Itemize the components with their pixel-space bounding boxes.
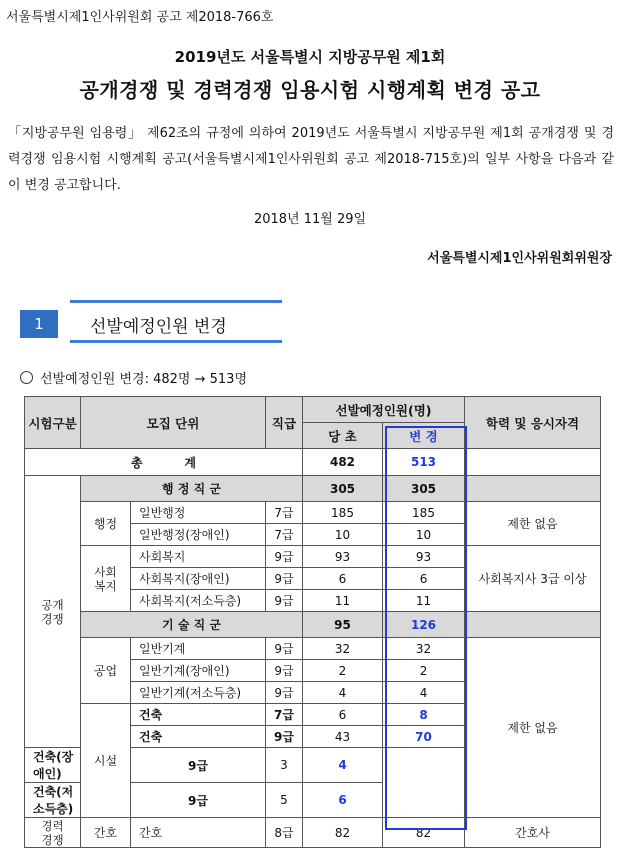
intro-paragraph: 「지방공무원 임용령」 제62조의 규정에 의하여 2019년도 서울특별시 지방공무원 제1회 공개경쟁 및 경력경쟁 임용시험 시행계획 공고(서울특별시제1인사위원회 공고 제2018-715호)의 일부 사항을 다음과 같이 변경 공고합니다. — [8, 126, 614, 193]
qual-welfare: 사회복지사 3급 이상 — [465, 546, 601, 612]
after-count: 10 — [383, 524, 465, 546]
before-count: 4 — [303, 682, 383, 704]
before-count: 5 — [266, 783, 303, 818]
after-count: 82 — [383, 818, 465, 848]
summary-line — [20, 368, 247, 387]
qual-nursing: 간호사 — [465, 818, 601, 848]
notice-date: 2018년 11월 29일 — [253, 212, 367, 227]
after-count: 185 — [383, 502, 465, 524]
summary-text: 선발예정인원 변경: 482명 → 513명 — [40, 372, 248, 387]
header-after: 변 경 — [383, 423, 465, 449]
total-qual — [465, 449, 601, 476]
before-count: 93 — [303, 546, 383, 568]
header-qualification: 학력 및 응시자격 — [465, 397, 601, 449]
unit-name: 건축(장애인) — [25, 748, 81, 783]
before-count: 43 — [303, 726, 383, 748]
grade: 7급 — [266, 524, 303, 546]
tech-group-qual — [465, 612, 601, 638]
unit-name: 사회복지 — [131, 546, 266, 568]
admin-group-label: 행 정 직 군 — [81, 476, 303, 502]
title-line-1: 2019년도 서울특별시 지방공무원 제1회 — [174, 48, 446, 66]
admin-group-before: 305 — [303, 476, 383, 502]
header-before: 당 초 — [303, 423, 383, 449]
section-title: 선발예정인원 변경 — [90, 317, 227, 337]
category-welfare: 사회 복지 — [81, 546, 131, 612]
unit-name: 사회복지(저소득층) — [131, 590, 266, 612]
before-count: 11 — [303, 590, 383, 612]
total-label: 총 계 — [25, 449, 303, 476]
notice-number: 서울특별시제1인사위원회 공고 제2018-766호 — [6, 10, 274, 25]
unit-name: 건축(저소득층) — [25, 783, 81, 818]
section-number: 1 — [20, 310, 58, 338]
unit-name: 건축 — [131, 726, 266, 748]
unit-name: 일반기계(저소득층) — [131, 682, 266, 704]
section-rule-bottom — [70, 340, 282, 343]
after-count: 4 — [303, 748, 383, 783]
unit-name: 건축 — [131, 704, 266, 726]
after-count: 93 — [383, 546, 465, 568]
tech-group-before: 95 — [303, 612, 383, 638]
before-count: 185 — [303, 502, 383, 524]
title-line-2: 공개경쟁 및 경력경쟁 임용시험 시행계획 변경 공고 — [79, 78, 541, 102]
category-facility: 시설 — [81, 704, 131, 818]
grade: 8급 — [266, 818, 303, 848]
grade: 9급 — [266, 660, 303, 682]
header-unit: 모집 단위 — [81, 397, 266, 449]
grade: 9급 — [266, 682, 303, 704]
after-count: 2 — [383, 660, 465, 682]
qual-tech: 제한 없음 — [465, 638, 601, 818]
circle-bullet-icon — [20, 371, 33, 384]
header-planned: 선발예정인원(명) — [303, 397, 465, 423]
after-count: 8 — [383, 704, 465, 726]
after-count: 4 — [383, 682, 465, 704]
admin-group-qual — [465, 476, 601, 502]
grade: 9급 — [266, 546, 303, 568]
grade: 9급 — [266, 726, 303, 748]
unit-name: 사회복지(장애인) — [131, 568, 266, 590]
after-count: 6 — [383, 568, 465, 590]
unit-name: 일반행정(장애인) — [131, 524, 266, 546]
after-count: 70 — [383, 726, 465, 748]
category-nursing: 간호 — [81, 818, 131, 848]
before-count: 82 — [303, 818, 383, 848]
before-count: 6 — [303, 568, 383, 590]
career-competition-label: 경력 경쟁 — [25, 818, 81, 848]
quota-table — [24, 396, 601, 848]
category-engineering: 공업 — [81, 638, 131, 704]
unit-name: 일반기계 — [131, 638, 266, 660]
header-exam-type: 시험구분 — [25, 397, 81, 449]
grade: 7급 — [266, 704, 303, 726]
grade: 9급 — [266, 638, 303, 660]
after-count: 11 — [383, 590, 465, 612]
header-grade: 직급 — [266, 397, 303, 449]
unit-name: 일반행정 — [131, 502, 266, 524]
issuer: 서울특별시제1인사위원회위원장 — [427, 251, 612, 266]
qual-admin: 제한 없음 — [465, 502, 601, 546]
section-rule-top — [70, 300, 282, 303]
tech-group-after: 126 — [383, 612, 465, 638]
grade: 9급 — [266, 568, 303, 590]
tech-group-label: 기 술 직 군 — [81, 612, 303, 638]
after-count: 6 — [303, 783, 383, 818]
unit-name: 간호 — [131, 818, 266, 848]
admin-group-after: 305 — [383, 476, 465, 502]
before-count: 3 — [266, 748, 303, 783]
before-count: 32 — [303, 638, 383, 660]
grade: 9급 — [266, 590, 303, 612]
total-after: 513 — [383, 449, 465, 476]
open-competition-label: 공개 경쟁 — [25, 476, 81, 748]
grade: 9급 — [131, 783, 266, 818]
total-before: 482 — [303, 449, 383, 476]
unit-name: 일반기계(장애인) — [131, 660, 266, 682]
before-count: 6 — [303, 704, 383, 726]
grade: 9급 — [131, 748, 266, 783]
before-count: 10 — [303, 524, 383, 546]
before-count: 2 — [303, 660, 383, 682]
category-admin: 행정 — [81, 502, 131, 546]
grade: 7급 — [266, 502, 303, 524]
after-count: 32 — [383, 638, 465, 660]
